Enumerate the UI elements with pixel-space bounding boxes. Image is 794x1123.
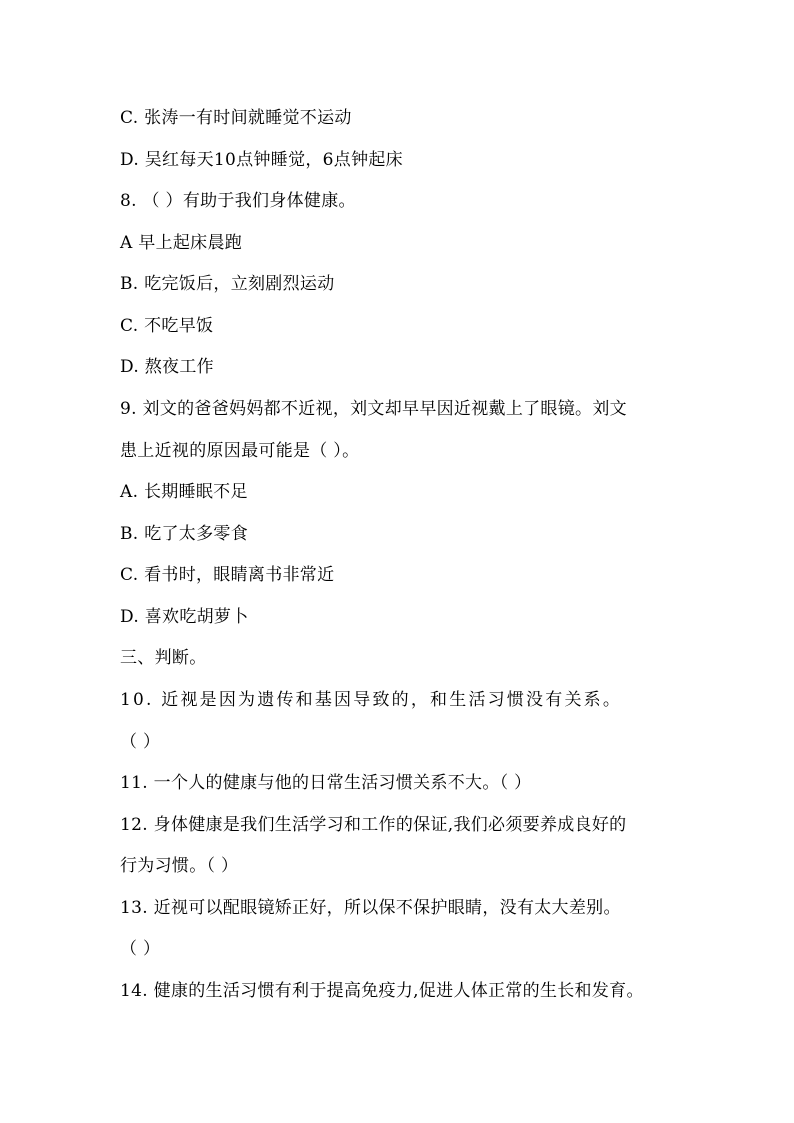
option-c-q8: C. 不吃早饭 <box>120 316 214 336</box>
question-12-line-1: 12. 身体健康是我们生活学习和工作的保证,我们必须要养成良好的 <box>120 815 627 835</box>
option-d-q8: D. 熬夜工作 <box>120 357 214 377</box>
option-a-q8: A 早上起床晨跑 <box>120 233 243 253</box>
question-10-answer-blank: （ ） <box>120 732 161 752</box>
question-14: 14. 健康的生活习惯有利于提高免疫力,促进人体正常的生长和发育。 <box>120 981 644 1001</box>
question-12-line-2: 行为习惯。（ ） <box>120 856 239 876</box>
option-d-q7: D. 吴红每天10点钟睡觉，6点钟起床 <box>120 150 403 170</box>
section-heading-judgement: 三、判断。 <box>120 648 207 668</box>
question-10: 10. 近视是因为遗传和基因导致的，和生活习惯没有关系。 <box>120 690 623 710</box>
question-9-line-2: 患上近视的原因最可能是（ ）。 <box>120 441 360 461</box>
option-d-q9: D. 喜欢吃胡萝卜 <box>120 607 249 627</box>
question-13-answer-blank: （ ） <box>120 939 161 959</box>
option-b-q8: B. 吃完饭后，立刻剧烈运动 <box>120 274 335 294</box>
option-a-q9: A. 长期睡眠不足 <box>120 482 248 502</box>
option-c-q9: C. 看书时，眼睛离书非常近 <box>120 565 335 585</box>
question-8: 8. （ ）有助于我们身体健康。 <box>120 191 356 211</box>
question-9-line-1: 9. 刘文的爸爸妈妈都不近视，刘文却早早因近视戴上了眼镜。刘文 <box>120 399 627 419</box>
option-c-q7: C. 张涛一有时间就睡觉不运动 <box>120 108 352 128</box>
question-11: 11. 一个人的健康与他的日常生活习惯关系不大。（ ） <box>120 773 532 793</box>
option-b-q9: B. 吃了太多零食 <box>120 524 248 544</box>
question-13: 13. 近视可以配眼镜矫正好，所以保不保护眼睛，没有太大差别。 <box>120 898 621 918</box>
